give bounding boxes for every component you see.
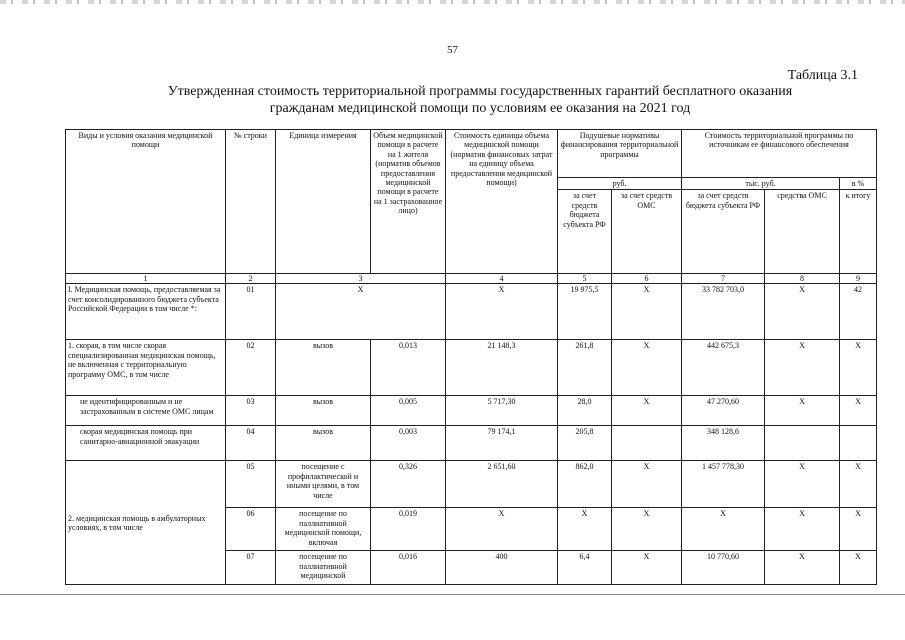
row-number: 04 — [226, 426, 276, 461]
row-unit-cost: 400 — [446, 551, 558, 585]
row-total-budget-rf: 10 770,60 — [682, 551, 765, 585]
row-total-oms: X — [765, 551, 840, 585]
row-pct: 42 — [840, 284, 877, 340]
header-budget-rf-total: за счет средств бюджета субъекта РФ — [682, 190, 765, 274]
row-total-budget-rf: 442 675,3 — [682, 340, 765, 396]
row-unit: посещение по паллиативной медицинской — [276, 551, 371, 585]
row-volume: 0,019 — [371, 508, 446, 551]
table-row — [66, 461, 877, 508]
column-number: 2 — [226, 274, 276, 284]
title-line-2: гражданам медицинской помощи по условиям ее оказания на 2021 год — [269, 101, 691, 116]
header-thous-rub: тыс. руб. — [682, 178, 840, 190]
row-unit-cost: 5 717,30 — [446, 396, 558, 426]
row-volume: 0,005 — [371, 396, 446, 426]
column-number: 7 — [682, 274, 765, 284]
page-number: 57 — [447, 44, 458, 56]
header-volume: Объем медицинской помощи в расчете на 1 жителя (норматив объемов предоставления медицинской помощи в расчете на 1 застрахованное лицо) — [371, 130, 446, 274]
column-numbers-row — [66, 274, 877, 284]
row-pct: X — [840, 551, 877, 585]
row-budget-rf: 261,8 — [558, 340, 612, 396]
row-number: 05 — [226, 461, 276, 508]
row-total-budget-rf: 348 128,6 — [682, 426, 765, 461]
row-total-budget-rf: 47 270,60 — [682, 396, 765, 426]
column-number: 4 — [446, 274, 558, 284]
header-row-number: № строки — [226, 130, 276, 274]
header-budget-rf: за счет средств бюджета субъекта РФ — [558, 190, 612, 274]
row-pct: X — [840, 396, 877, 426]
row-pct: X — [840, 461, 877, 508]
table-row — [66, 396, 877, 426]
header-oms-total: средства ОМС — [765, 190, 840, 274]
row-name: 2. медицинская помощь в амбулаторных условиях, в том числе — [66, 461, 226, 585]
header-unit: Единица измерения — [276, 130, 371, 274]
cost-table — [65, 129, 877, 585]
row-number: 01 — [226, 284, 276, 340]
row-name: 1. скорая, в том числе скорая специализированная медицинская помощь, не включенная с территориальную программу ОМС, в том числе — [66, 340, 226, 396]
header-row-1 — [66, 130, 877, 178]
row-unit: вызов — [276, 426, 371, 461]
row-volume: 0,326 — [371, 461, 446, 508]
row-total-oms: X — [765, 340, 840, 396]
header-pct-total: к итогу — [840, 190, 877, 274]
row-oms: X — [612, 461, 682, 508]
row-unit: вызов — [276, 340, 371, 396]
table-reference: Таблица 3.1 — [787, 68, 858, 83]
row-pct: X — [840, 340, 877, 396]
column-number: 1 — [66, 274, 226, 284]
row-unit: посещение по паллиативной медицинской помощи, включая — [276, 508, 371, 551]
row-budget-rf: 6,4 — [558, 551, 612, 585]
row-unit: вызов — [276, 396, 371, 426]
column-number: 9 — [840, 274, 877, 284]
header-unit-cost: Стоимость единицы объема медицинской помощи (норматив финансовых затрат на единицу объема предоставления медицинской помощи) — [446, 130, 558, 274]
column-number: 5 — [558, 274, 612, 284]
header-oms: за счет средств ОМС — [612, 190, 682, 274]
scan-artifact-top — [0, 0, 905, 4]
row-unit-cost: 21 148,3 — [446, 340, 558, 396]
row-number: 07 — [226, 551, 276, 585]
row-budget-rf: 28,0 — [558, 396, 612, 426]
title-line-1: Утвержденная стоимость территориальной программы государственных гарантий бесплатного оказания — [167, 84, 793, 99]
row-oms: X — [612, 551, 682, 585]
header-per-capita: Подушевые нормативы финансирования территориальной программы — [558, 130, 682, 178]
row-volume: X — [276, 284, 446, 340]
row-unit-cost: 79 174,1 — [446, 426, 558, 461]
row-budget-rf: 205,8 — [558, 426, 612, 461]
column-number: 6 — [612, 274, 682, 284]
row-total-budget-rf: 1 457 778,30 — [682, 461, 765, 508]
table-row — [66, 340, 877, 396]
header-total-cost: Стоимость территориальной программы по источникам ее финансового обеспечения — [682, 130, 877, 178]
row-total-oms: X — [765, 284, 840, 340]
row-total-oms — [765, 426, 840, 461]
row-volume: 0,016 — [371, 551, 446, 585]
row-oms: X — [612, 340, 682, 396]
scan-edge-line — [0, 594, 905, 595]
row-pct: X — [840, 508, 877, 551]
table-row — [66, 284, 877, 340]
row-pct — [840, 426, 877, 461]
column-number: 8 — [765, 274, 840, 284]
row-unit: посещение с профилактической и иными целями, в том числе — [276, 461, 371, 508]
row-oms: X — [612, 508, 682, 551]
row-oms: X — [612, 396, 682, 426]
header-type: Виды и условия оказания медицинской помощи — [66, 130, 226, 274]
row-number: 02 — [226, 340, 276, 396]
row-total-oms: X — [765, 396, 840, 426]
row-total-budget-rf: X — [682, 508, 765, 551]
header-pct: в % — [840, 178, 877, 190]
row-unit-cost: X — [446, 284, 558, 340]
row-number: 06 — [226, 508, 276, 551]
row-name: I. Медицинская помощь, предоставляемая за счет консолидированного бюджета субъекта Российской Федерации в том числе *: — [66, 284, 226, 340]
row-number: 03 — [226, 396, 276, 426]
row-unit-cost: 2 651,60 — [446, 461, 558, 508]
row-budget-rf: X — [558, 508, 612, 551]
column-number: 3 — [276, 274, 446, 284]
row-name: скорая медицинская помощь при санитарно-авиационной эвакуации — [66, 426, 226, 461]
row-budget-rf: 19 975,5 — [558, 284, 612, 340]
table-row — [66, 426, 877, 461]
page-title — [150, 83, 810, 117]
row-unit-cost: X — [446, 508, 558, 551]
row-oms: X — [612, 284, 682, 340]
row-budget-rf: 862,0 — [558, 461, 612, 508]
row-volume: 0,013 — [371, 340, 446, 396]
row-total-oms: X — [765, 461, 840, 508]
row-total-oms: X — [765, 508, 840, 551]
row-name: не идентифицированным и не застрахованным в системе ОМС лицам — [66, 396, 226, 426]
row-total-budget-rf: 33 782 703,0 — [682, 284, 765, 340]
row-volume: 0,003 — [371, 426, 446, 461]
header-rub: руб. — [558, 178, 682, 190]
row-oms — [612, 426, 682, 461]
